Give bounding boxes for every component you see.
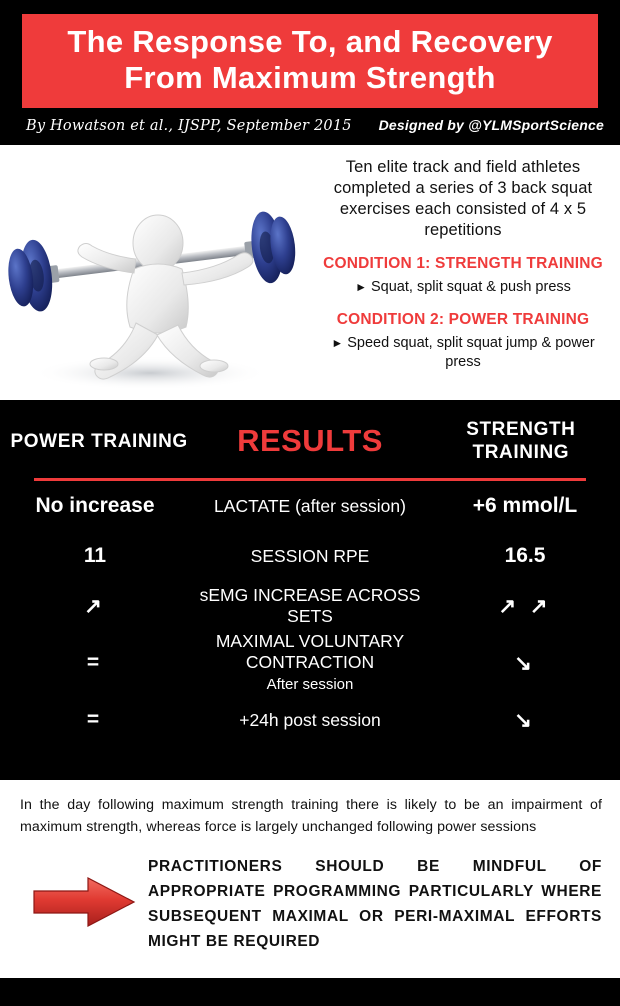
table-row [0, 631, 620, 695]
results-header-row [0, 410, 620, 464]
row-4-measure: +24h post session [239, 709, 381, 730]
page-title-line-2: From Maximum Strength [124, 60, 496, 95]
intro-section [0, 145, 620, 400]
table-row [0, 481, 620, 531]
results-section [0, 400, 620, 780]
condition-1-detail-text: Squat, split squat & push press [371, 279, 571, 295]
condition-2-detail-text: Speed squat, split squat jump & power press [347, 335, 595, 370]
strength-training-column-header: STRENGTH TRAINING [466, 419, 576, 463]
row-0-measure: LACTATE (after session) [214, 495, 406, 516]
results-title-wrap [192, 423, 427, 459]
condition-2-title: CONDITION 2: POWER TRAINING [336, 311, 590, 328]
condition-1-title: CONDITION 1: STRENGTH TRAINING [323, 255, 603, 272]
row-2-strength-value: ↗ ↗ [498, 594, 552, 618]
weightlifter-illustration [0, 145, 312, 400]
row-0-power-value: No increase [35, 494, 155, 517]
row-1-strength-value: 16.5 [504, 544, 546, 567]
page-title-line-1: The Response To, and Recovery [67, 24, 553, 59]
intro-text-panel [312, 145, 620, 400]
row-3-strength-value: ↘ [514, 651, 536, 675]
recommendation-text: PRACTITIONERS SHOULD BE MINDFUL OF APPROPRIATE PROGRAMMING PARTICULARLY WHERE SUBSEQUENT MAXIMAL OR PERI-MAXIMAL EFFORTS MIGHT BE REQUIRED [148, 858, 602, 950]
red-arrow-icon-wrap [20, 875, 148, 934]
header [0, 0, 620, 145]
title-band [22, 14, 598, 108]
conclusion-section [0, 780, 620, 978]
row-1-power-value: 11 [83, 544, 107, 567]
right-arrow-icon [30, 875, 138, 929]
designer-credit: Designed by @YLMSportScience [378, 117, 604, 133]
row-3-power-value: = [86, 651, 104, 674]
conclusion-text: In the day following maximum strength training there is likely to be an impairment of maximum strength, whereas force is largely unchanged following power sessions [20, 797, 602, 835]
bullet-arrow-icon: ► [331, 336, 344, 350]
row-3-measure: MAXIMAL VOLUNTARY CONTRACTION [215, 631, 405, 672]
byline-row [0, 108, 620, 145]
row-2-measure: sEMG INCREASE ACROSS SETS [199, 585, 421, 626]
table-row [0, 581, 620, 631]
results-title: RESULTS [237, 423, 383, 458]
table-row [0, 695, 620, 745]
illustration-panel [0, 145, 312, 400]
condition-2-detail [316, 334, 610, 372]
row-2-power-value: ↗ [84, 594, 106, 618]
row-0-strength-value: +6 mmol/L [472, 494, 578, 517]
study-citation: By Howatson et al., IJSPP, September 2015 [26, 118, 352, 134]
row-3-measure-sub: After session [266, 676, 354, 693]
row-1-measure: SESSION RPE [250, 545, 370, 566]
row-3-measure-wrap [190, 631, 430, 695]
row-4-strength-value: ↘ [514, 708, 536, 732]
row-4-power-value: = [86, 708, 104, 731]
bullet-arrow-icon: ► [355, 280, 367, 294]
power-training-column-header: POWER TRAINING [10, 430, 188, 452]
study-summary: Ten elite track and field athletes completed a series of 3 back squat exercises each consisted of 4 x 5 repetitions [333, 158, 593, 239]
condition-1-detail [316, 278, 610, 297]
recommendation-row [20, 854, 602, 954]
table-row [0, 531, 620, 581]
